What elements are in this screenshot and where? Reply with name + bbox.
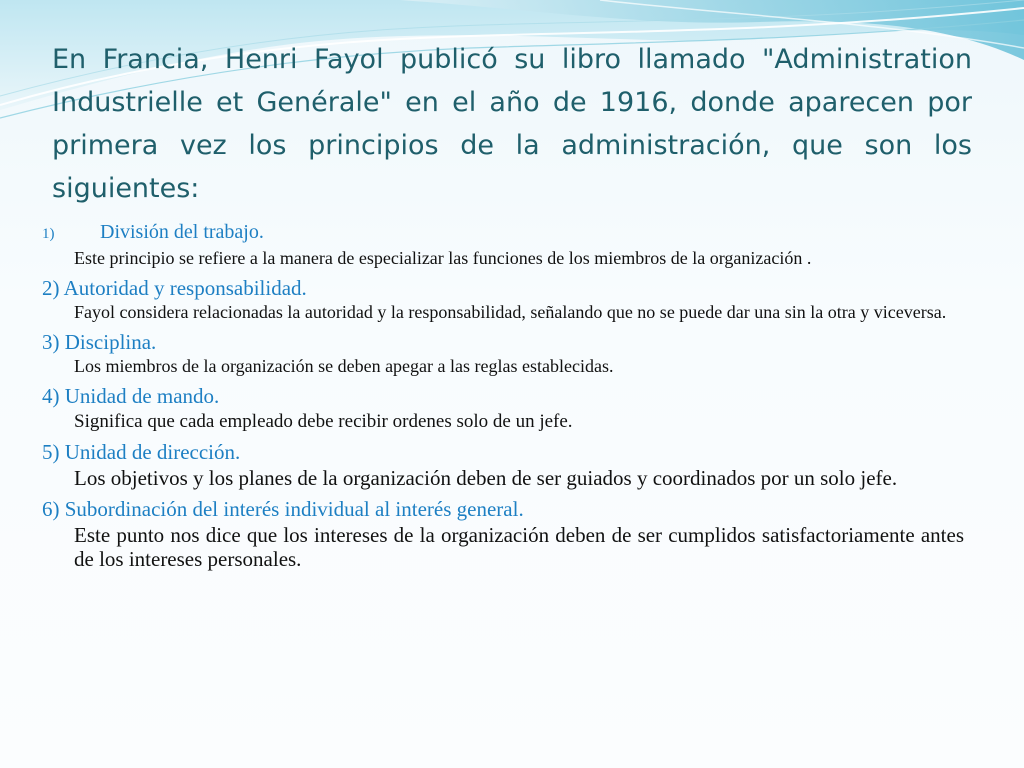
principle-heading: 2) Autoridad y responsabilidad. [42, 276, 307, 300]
principles-list [42, 219, 964, 577]
principle-heading: 5) Unidad de dirección. [42, 440, 241, 464]
principle-item [42, 329, 964, 377]
principle-heading-text: División del trabajo. [100, 221, 264, 243]
principle-description: Este punto nos dice que los intereses de la organización deben de ser cumplidos satisfactoriamente antes de los intereses personales. [74, 523, 964, 571]
principle-heading: 6) Subordinación del interés individual al interés general. [42, 497, 524, 521]
principle-description: Los objetivos y los planes de la organización deben de ser guiados y coordinados por un solo jefe. [74, 466, 898, 490]
principle-description: Fayol considera relacionadas la autoridad y la responsabilidad, señalando que no se puede dar una sin la otra y viceversa. [74, 302, 947, 322]
principle-heading: 3) Disciplina. [42, 330, 157, 354]
principle-item [42, 496, 964, 571]
principle-number: 1) [42, 226, 55, 242]
principle-heading [42, 219, 964, 248]
slide-title: En Francia, Henri Fayol publicó su libro llamado "Administration Industrielle et Genérale" en el año de 1916, donde aparecen por primera vez los principios de la administración, que son los siguientes: [52, 44, 972, 204]
principle-heading: 4) Unidad de mando. [42, 384, 220, 408]
principle-item [42, 219, 964, 269]
principle-item [42, 275, 964, 323]
principle-item [42, 439, 964, 490]
principle-description: Este principio se refiere a la manera de especializar las funciones de los miembros de la organización . [74, 248, 812, 268]
principle-description: Los miembros de la organización se deben apegar a las reglas establecidas. [74, 356, 614, 376]
principle-description: Significa que cada empleado debe recibir ordenes solo de un jefe. [74, 411, 573, 432]
principle-item [42, 383, 964, 433]
